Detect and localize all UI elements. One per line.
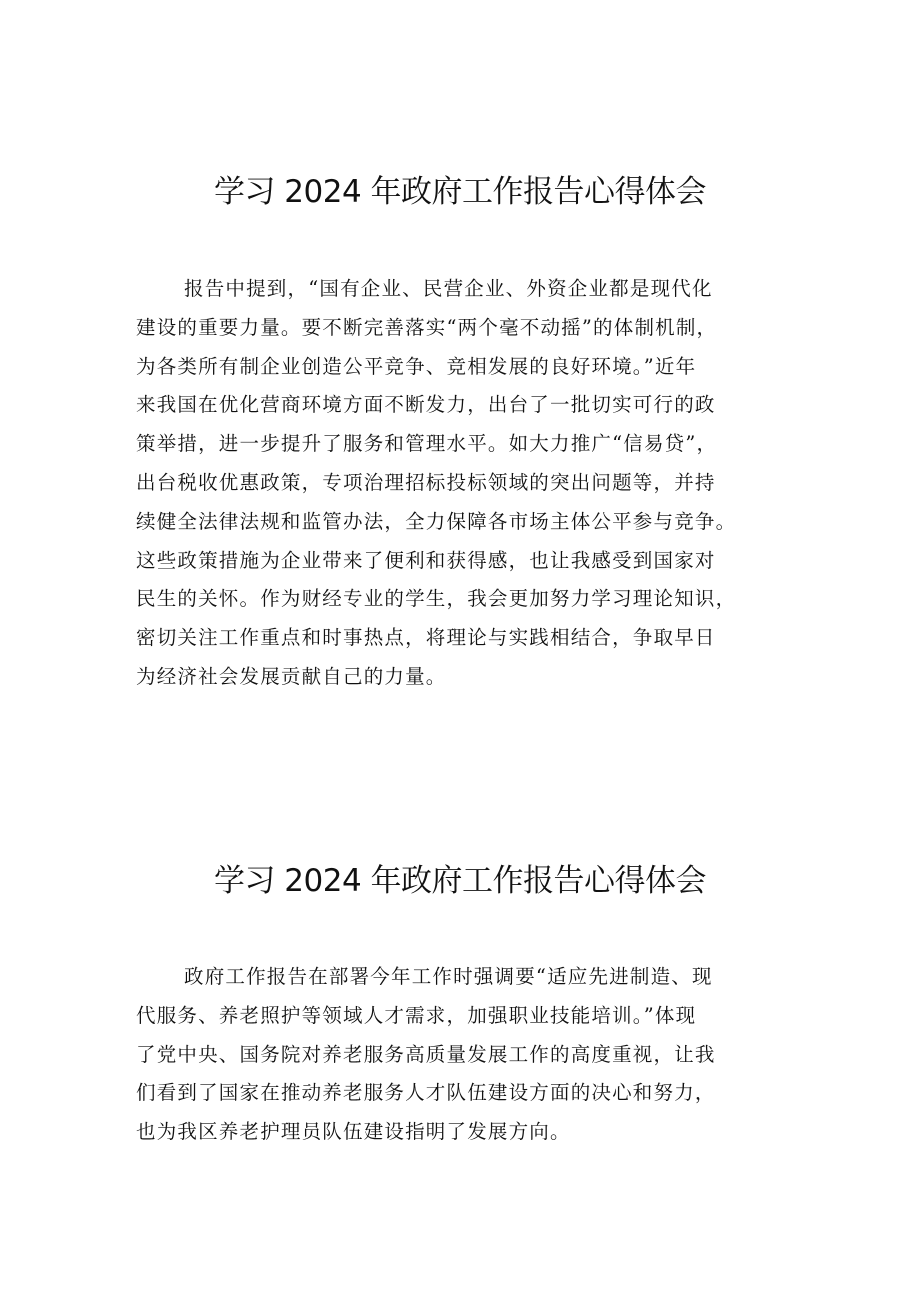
paragraph-line: 这些政策措施为企业带来了便利和获得感，也让我感受到国家对 [136, 548, 716, 572]
paragraph-line: 续健全法律法规和监管办法，全力保障各市场主体公平参与竞争。 [136, 509, 737, 533]
paragraph-line: 策举措，进一步提升了服务和管理水平。如大力推广“信易贷”， [136, 432, 718, 456]
paragraph-line: 代服务、养老照护等领域人才需求，加强职业技能培训。”体现 [136, 1003, 697, 1027]
paragraph-line: 们看到了国家在推动养老服务人才队伍建设方面的决心和努力， [136, 1081, 716, 1105]
paragraph-line: 民生的关怀。作为财经专业的学生，我会更加努力学习理论知识， [136, 587, 737, 611]
paragraph-line: 建设的重要力量。要不断完善落实“两个毫不动摇”的体制机制， [136, 315, 718, 339]
paragraph-line: 为各类所有制企业创造公平竞争、竞相发展的良好环境。”近年 [136, 354, 697, 378]
paragraph-line: 了党中央、国务院对养老服务高质量发展工作的高度重视，让我 [136, 1042, 716, 1066]
section-2-title: 学习 2024 年政府工作报告心得体会 [213, 863, 707, 899]
paragraph-line: 密切关注工作重点和时事热点，将理论与实践相结合，争取早日 [136, 626, 716, 650]
paragraph-line: 来我国在优化营商环境方面不断发力，出台了一批切实可行的政 [136, 393, 716, 417]
paragraph-line: 政府工作报告在部署今年工作时强调要“适应先进制造、现 [184, 965, 713, 988]
section-1-paragraph [136, 270, 796, 697]
paragraph-line: 报告中提到，“国有企业、民营企业、外资企业都是现代化 [184, 277, 713, 300]
section-1-title: 学习 2024 年政府工作报告心得体会 [213, 174, 707, 210]
paragraph-line: 为经济社会发展贡献自己的力量。 [136, 664, 447, 688]
paragraph-line: 也为我区养老护理员队伍建设指明了发展方向。 [136, 1120, 571, 1144]
paragraph-line: 出台税收优惠政策，专项治理招标投标领域的突出问题等，并持 [136, 470, 716, 494]
section-2-paragraph [136, 958, 796, 1152]
